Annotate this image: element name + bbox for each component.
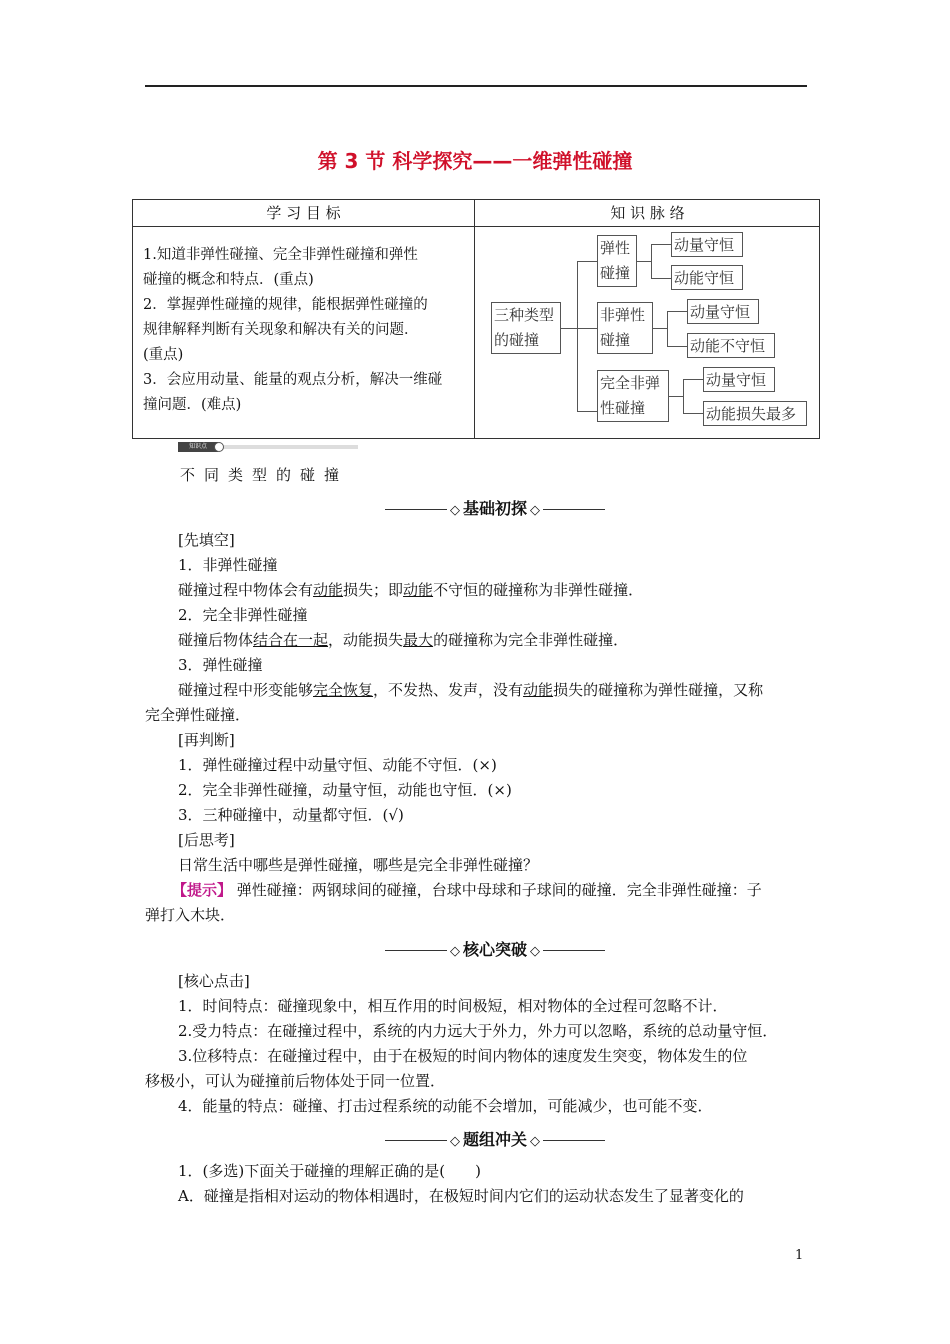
heading-perfectly-inelastic: 2．完全非弹性碰撞: [178, 606, 308, 624]
judge-item: 2．完全非弹性碰撞，动量守恒，动能也守恒．(×): [178, 781, 512, 799]
core-point: 4．能量的特点：碰撞、打击过程系统的动能不会增加，可能减少，也可能不变．: [178, 1097, 713, 1115]
map-root: 三种类型 的碰撞: [491, 302, 561, 354]
objectives-header: 学 习 目 标: [266, 204, 341, 222]
objective-line: 2．掌握弹性碰撞的规律，能根据弹性碰撞的: [143, 297, 428, 313]
paragraph: 碰撞过程中形变能够完全恢复，不发热、发声，没有动能损失的碰撞称为弹性碰撞，又称: [178, 681, 764, 699]
objective-line: 撞问题．(难点): [143, 397, 242, 413]
map-leaf: 动量守恒: [703, 367, 775, 392]
paragraph: 碰撞过程中物体会有动能损失；即动能不守恒的碰撞称为非弹性碰撞．: [178, 581, 644, 599]
section-title: 不同类型的碰撞: [180, 466, 349, 484]
objectives-list: [143, 243, 469, 418]
core-point: 移极小，可认为碰撞前后物体处于同一位置．: [145, 1072, 446, 1090]
band-practice: ◇ 题组冲关 ◇: [362, 1127, 628, 1150]
fill-blank-label: [先填空]: [178, 531, 235, 549]
judge-item: 1．弹性碰撞过程中动量守恒、动能不守恒．(×): [178, 756, 497, 774]
map-elastic: 弹性 碰撞: [597, 235, 637, 287]
judge-label: [再判断]: [178, 731, 235, 749]
core-point: 3.位移特点：在碰撞过程中，由于在极短的时间内物体的速度发生突变，物体发生的位: [178, 1047, 748, 1065]
hint-label: 【提示】: [172, 881, 233, 899]
objective-line: (重点): [143, 347, 184, 363]
page-title: 第 3 节 科学探究——一维弹性碰撞: [317, 149, 633, 173]
map-leaf: 动能损失最多: [703, 401, 807, 426]
map-leaf: 动能不守恒: [687, 333, 775, 358]
knowledge-map-header: 知 识 脉 络: [610, 204, 685, 222]
heading-inelastic: 1．非弹性碰撞: [178, 556, 278, 574]
objective-line: 3．会应用动量、能量的观点分析，解决一维碰: [143, 372, 443, 388]
option-a: A．碰撞是指相对运动的物体相遇时，在极短时间内它们的运动状态发生了显著变化的: [178, 1187, 744, 1205]
judge-item: 3．三种碰撞中，动量都守恒．(√): [178, 806, 404, 824]
question: 1．(多选)下面关于碰撞的理解正确的是( ): [178, 1162, 481, 1180]
objective-line: 规律解释判断有关现象和解决有关的问题．: [143, 322, 419, 338]
header-rule: [145, 85, 807, 87]
heading-elastic: 3．弹性碰撞: [178, 656, 263, 674]
hint-line: 【提示】 弹性碰撞：两钢球间的碰撞，台球中母球和子球间的碰撞．完全非弹性碰撞：子: [172, 881, 762, 899]
knowledge-point-tag: 知识点: [178, 442, 358, 454]
paragraph: 完全弹性碰撞．: [145, 706, 251, 724]
map-inelastic: 非弹性 碰撞: [597, 302, 653, 354]
map-leaf: 动量守恒: [687, 299, 759, 324]
objective-line: 1.知道非弹性碰撞、完全非弹性碰撞和弹性: [143, 247, 418, 263]
map-perfectly-inelastic: 完全非弹 性碰撞: [597, 370, 669, 422]
band-basics: ◇ 基础初探 ◇: [362, 496, 628, 519]
band-core: ◇ 核心突破 ◇: [362, 937, 628, 960]
page-number: 1: [795, 1248, 804, 1263]
map-leaf: 动能守恒: [671, 265, 743, 290]
objectives-table: [132, 199, 820, 439]
hint-line: 弹打入木块．: [145, 906, 236, 924]
core-label: [核心点击]: [178, 972, 250, 990]
core-point: 1．时间特点：碰撞现象中，相互作用的时间极短，相对物体的全过程可忽略不计．: [178, 997, 728, 1015]
objective-line: 碰撞的概念和特点．(重点): [143, 272, 314, 288]
map-leaf: 动量守恒: [671, 232, 743, 257]
think-label: [后思考]: [178, 831, 235, 849]
think-question: 日常生活中哪些是弹性碰撞，哪些是完全非弹性碰撞？: [178, 856, 539, 874]
core-point: 2.受力特点：在碰撞过程中，系统的内力远大于外力，外力可以忽略，系统的总动量守恒．: [178, 1022, 778, 1040]
paragraph: 碰撞后物体结合在一起，动能损失最大的碰撞称为完全非弹性碰撞．: [178, 631, 629, 649]
